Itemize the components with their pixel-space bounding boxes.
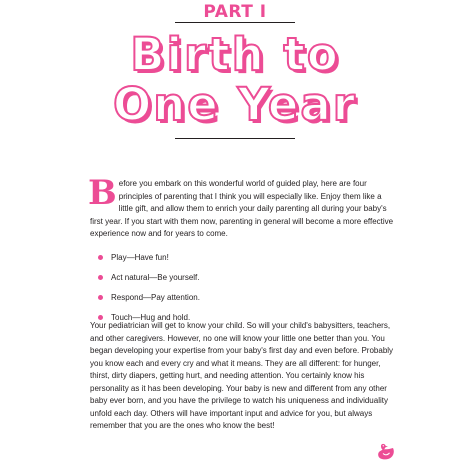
bullet-icon [98,255,103,260]
title-rule-top [175,22,295,23]
list-item [98,267,200,287]
chapter-title-line-1: Birth to [130,28,340,81]
drop-cap: B [88,173,117,213]
list-item [98,247,200,267]
bullet-icon [98,315,103,320]
title-rule-bottom [175,138,295,139]
part-label: PART I [203,2,267,22]
chapter-title [0,30,470,130]
principles-list [98,247,200,327]
duck-icon [375,443,399,463]
body-paragraph: Your pediatrician will get to know your child. So will your child's babysitters, teachers, and other caregivers. However, no one will know your little one better than you. You began developing your expertise from your baby's first day and even before. Probably you know each and every cry and what it means. They are all different: for hunger, thirst, dirty diapers, getting hurt, and needing attention. You certainly know his personality as it has been developing. Your baby is new and different from any other baby ever born, and you have the privilege to watch his uniqueness and individuality unfold each day. Others will have important input and advice for you, but always remember that you are the ones who know the best! [90,321,394,430]
bullet-icon [98,295,103,300]
bullet-icon [98,275,103,280]
list-item-text: Act natural—Be yourself. [111,272,200,282]
list-item-text: Respond—Pay attention. [111,292,200,302]
intro-paragraph [88,173,395,241]
list-item-text: Touch—Hug and hold. [111,312,191,322]
list-item-text: Play—Have fun! [111,252,169,262]
list-item [98,287,200,307]
chapter-title-line-2: One Year [112,78,357,131]
intro-text: efore you embark on this wonderful world of guided play, here are four principles of parenting that I think you will especially like. Enjoy them like a little gift, and allow them to enrich your daily parenting all during your baby's first year. If you start with them now, parenting in general will become a more effective experience now and for years to come. [90,179,394,238]
